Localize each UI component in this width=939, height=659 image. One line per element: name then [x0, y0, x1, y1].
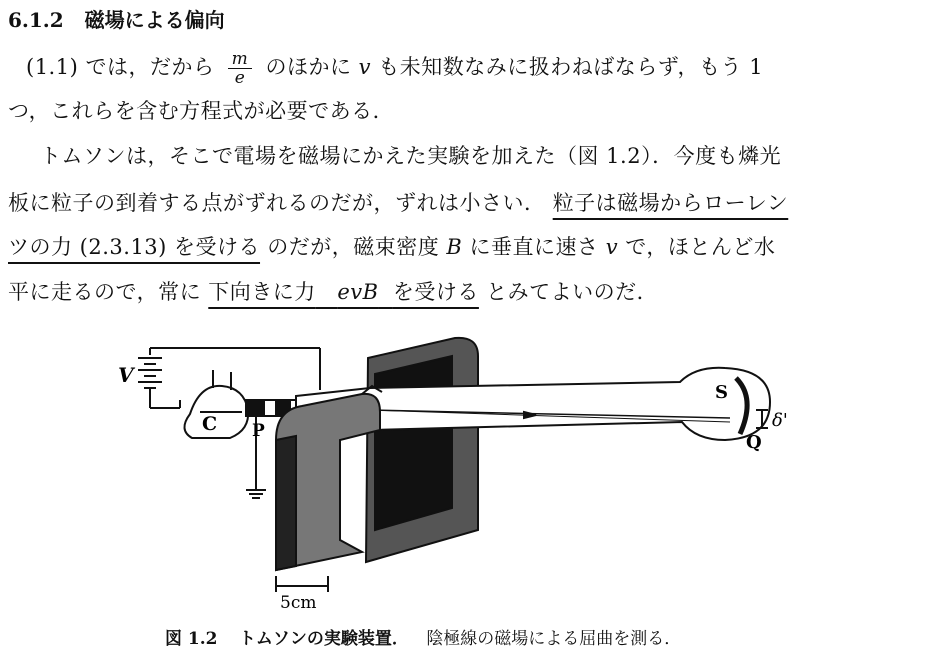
magnet-back [366, 338, 478, 562]
section-number: 6.1.2 [8, 8, 64, 32]
text-span: 平に走るので，常に [8, 280, 202, 304]
label-V: V [118, 363, 134, 387]
label-C: C [202, 413, 218, 435]
caption-text: 陰極線の磁場による屈曲を測る． [426, 629, 682, 649]
paragraph-2-line-1: トムソンは，そこで電場を磁場にかえた実験を加えた（図 1.2）．今度も燐光 [40, 144, 782, 168]
caption-title: トムソンの実験装置． [238, 629, 409, 649]
section-title: 磁場による偏向 [84, 8, 225, 32]
text-span: (1.1) では，だから [26, 55, 215, 79]
text-span: を受ける [392, 280, 479, 304]
formula-evB: evB [337, 280, 379, 304]
text-span: のほかに [265, 55, 352, 79]
variable-v: v [358, 55, 372, 79]
text-span: で，ほとんど水 [625, 235, 776, 259]
text-span: に垂直に速さ [469, 235, 599, 259]
label-Q: Q [746, 432, 762, 453]
variable-v: v [605, 235, 619, 259]
underlined-text: ツの力 (2.3.13) を受ける [8, 235, 261, 259]
fraction-numerator: m [228, 50, 253, 69]
figure-caption [165, 624, 681, 649]
label-delta: δ' [772, 410, 788, 431]
thomson-apparatus-figure [100, 330, 820, 620]
underlined-text: 粒子は磁場からローレン [552, 191, 789, 215]
paragraph-2-line-4 [8, 276, 658, 306]
text-span: 板に粒子の到着する点がずれるのだが，ずれは小さい． [8, 191, 546, 215]
text-span: とみてよいのだ． [486, 280, 659, 304]
section-heading [8, 4, 225, 33]
label-S: S [715, 382, 728, 403]
text-span: のだが，磁束密度 [267, 235, 440, 259]
paragraph-1-line-1 [26, 50, 763, 87]
paragraph-1-line-2: つ，これらを含む方程式が必要である． [8, 99, 395, 123]
scale-bar [276, 576, 328, 592]
fraction-m-over-e [228, 50, 253, 87]
paragraph-2-line-3 [8, 231, 775, 261]
label-scale: 5cm [280, 593, 317, 613]
caption-label: 図 1.2 [165, 629, 218, 649]
fraction-denominator: e [234, 68, 246, 88]
variable-B: B [446, 235, 463, 259]
label-P: P [252, 421, 265, 441]
text-span: も未知数なみに扱わねばならず，もう 1 [378, 55, 764, 79]
paragraph-2-line-2 [8, 187, 788, 217]
underlined-text [208, 280, 479, 304]
text-span: 下向きに力 [208, 280, 316, 304]
